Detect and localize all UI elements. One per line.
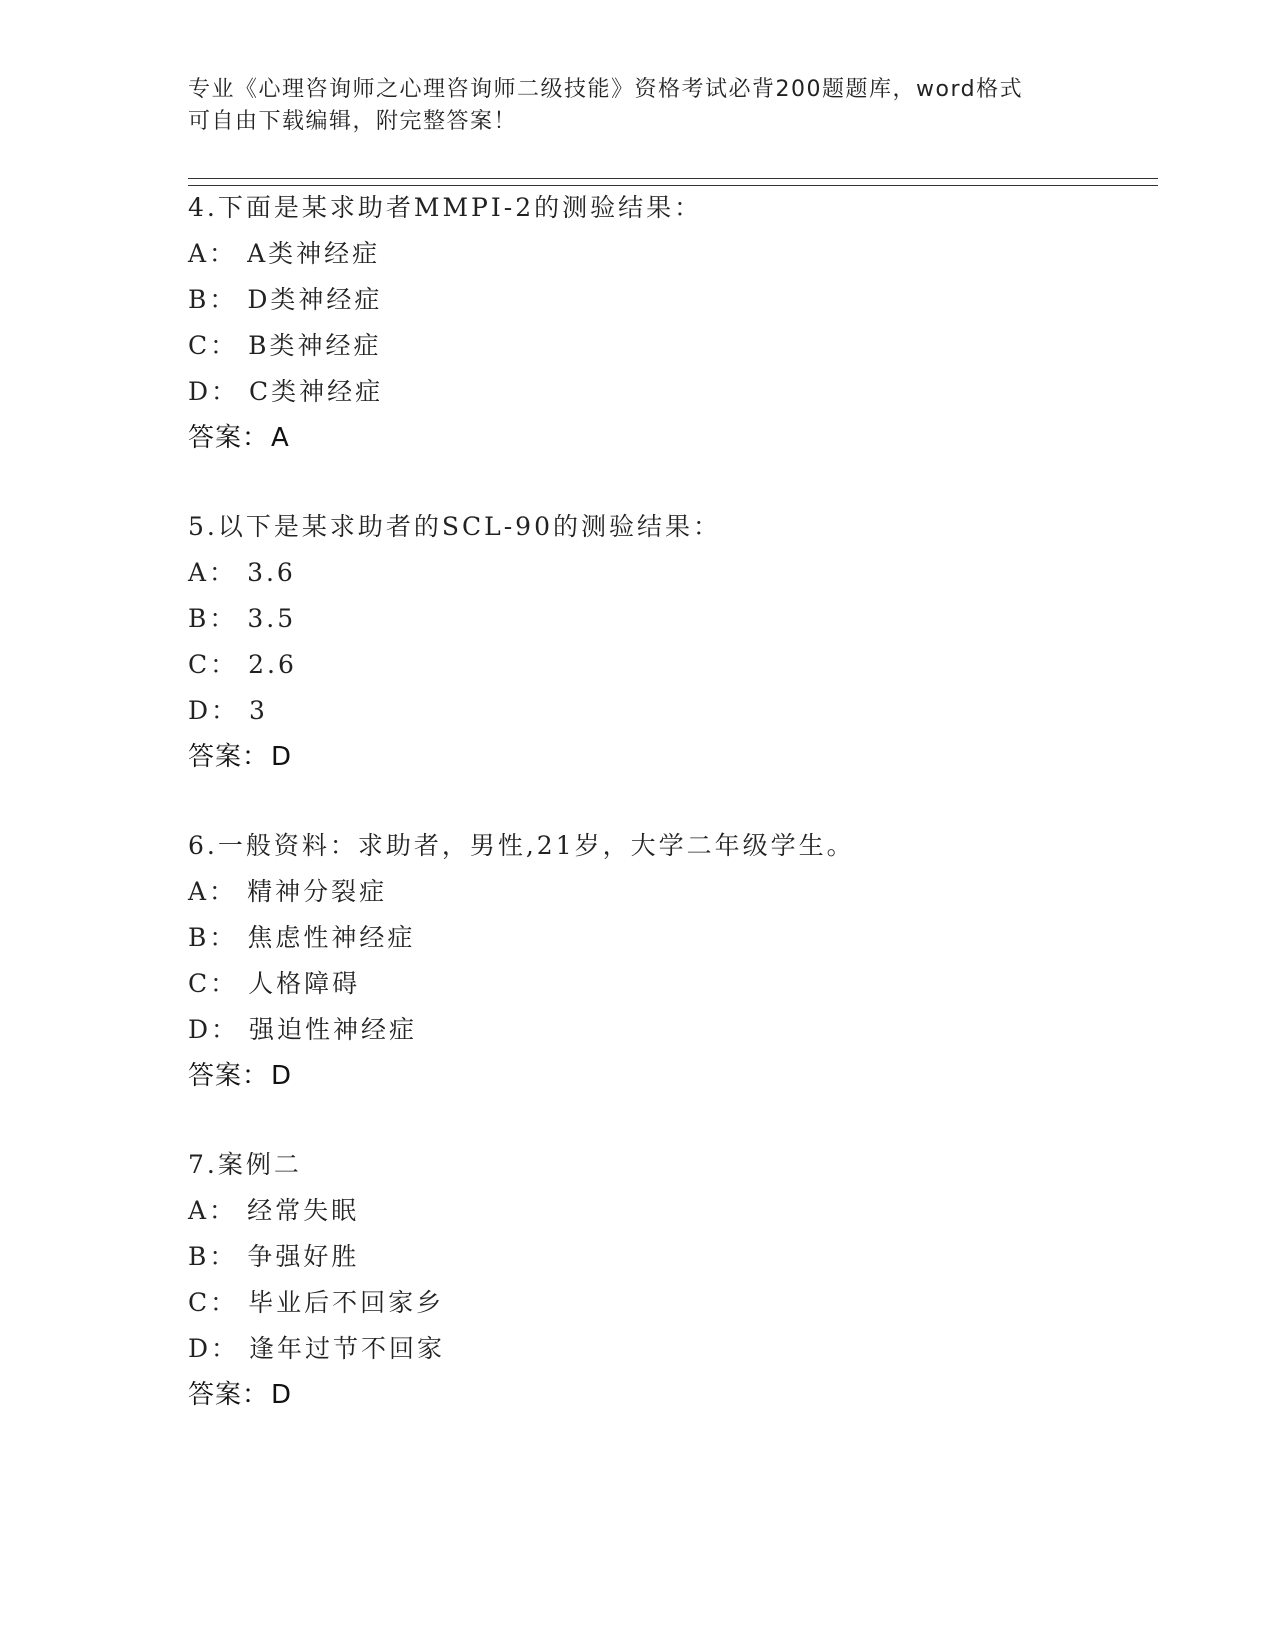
option-b	[188, 1234, 1188, 1280]
option-b	[188, 596, 1188, 642]
option-text: 争强好胜	[247, 1242, 360, 1271]
option-a	[188, 550, 1188, 596]
answer-line	[188, 415, 1188, 461]
option-a	[188, 869, 1188, 915]
question-stem: 6.一般资料：求助者，男性,21岁，大学二年级学生。	[188, 831, 855, 860]
answer-label: 答案：	[188, 1380, 270, 1410]
option-text: 3	[249, 696, 268, 725]
question-block	[188, 185, 1188, 461]
option-text: 精神分裂症	[247, 877, 388, 906]
option-text: 逢年过节不回家	[249, 1334, 446, 1363]
answer-label: 答案：	[188, 1061, 270, 1091]
answer-line	[188, 1372, 1188, 1418]
option-text: 人格障碍	[248, 969, 361, 998]
option-d	[188, 1326, 1188, 1372]
option-c	[188, 961, 1188, 1007]
answer-label: 答案：	[188, 423, 270, 453]
option-letter: D：	[188, 1334, 240, 1363]
answer-line	[188, 734, 1188, 780]
option-d	[188, 1007, 1188, 1053]
question-stem: 7.案例二	[188, 1150, 302, 1179]
option-b	[188, 915, 1188, 961]
question-block	[188, 504, 1188, 780]
answer-value: D	[271, 1061, 293, 1091]
option-text: 3.6	[247, 558, 296, 587]
option-letter: A：	[188, 558, 238, 587]
option-letter: A：	[188, 1196, 238, 1225]
option-text: 强迫性神经症	[249, 1015, 418, 1044]
option-text: B类神经症	[248, 331, 382, 360]
page-header	[188, 74, 1088, 138]
answer-value: A	[271, 423, 290, 453]
question-stem: 5.以下是某求助者的SCL-90的测验结果：	[188, 512, 721, 541]
option-text: 焦虑性神经症	[247, 923, 416, 952]
answer-line	[188, 1053, 1188, 1099]
option-letter: C：	[188, 650, 239, 679]
header-title-line-1: 专业《心理咨询师之心理咨询师二级技能》资格考试必背200题题库，word格式	[188, 77, 1024, 102]
option-letter: D：	[188, 1015, 240, 1044]
option-b	[188, 277, 1188, 323]
option-text: 毕业后不回家乡	[248, 1288, 445, 1317]
option-letter: C：	[188, 331, 239, 360]
answer-value: D	[271, 1380, 293, 1410]
option-c	[188, 642, 1188, 688]
answer-label: 答案：	[188, 742, 270, 772]
option-text: 经常失眠	[247, 1196, 360, 1225]
header-title-line-2: 可自由下载编辑，附完整答案！	[188, 109, 518, 134]
option-letter: B：	[188, 604, 238, 633]
option-letter: C：	[188, 1288, 239, 1317]
option-letter: A：	[188, 877, 238, 906]
option-d	[188, 369, 1188, 415]
option-a	[188, 1188, 1188, 1234]
option-letter: B：	[188, 1242, 238, 1271]
option-letter: B：	[188, 923, 238, 952]
option-text: A类神经症	[247, 239, 381, 268]
option-text: 3.5	[247, 604, 297, 633]
option-text: C类神经症	[249, 377, 384, 406]
question-block	[188, 823, 1188, 1099]
option-d	[188, 688, 1188, 734]
option-c	[188, 1280, 1188, 1326]
option-text: 2.6	[248, 650, 297, 679]
question-block	[188, 1142, 1188, 1418]
answer-value: D	[271, 742, 293, 772]
option-letter: D：	[188, 696, 240, 725]
option-a	[188, 231, 1188, 277]
option-letter: D：	[188, 377, 240, 406]
option-letter: C：	[188, 969, 239, 998]
option-c	[188, 323, 1188, 369]
option-text: D类神经症	[247, 285, 383, 314]
option-letter: B：	[188, 285, 238, 314]
option-letter: A：	[188, 239, 238, 268]
question-stem: 4.下面是某求助者MMPI-2的测验结果：	[188, 193, 703, 222]
